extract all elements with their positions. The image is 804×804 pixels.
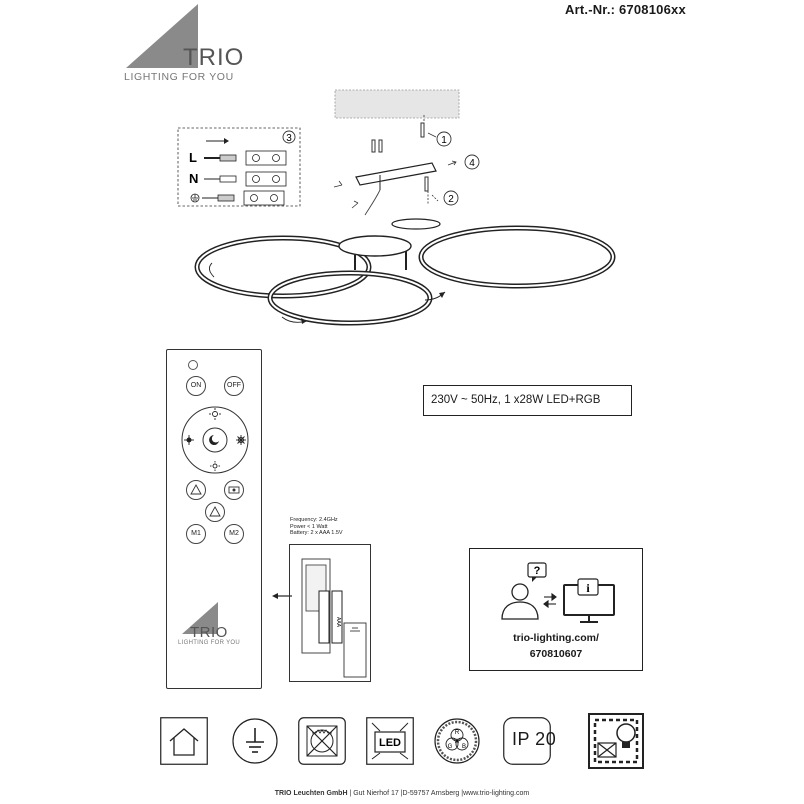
support-url[interactable]: trio-lighting.com/: [513, 632, 599, 644]
battery-specs: [290, 517, 343, 537]
web-info-text: [469, 630, 643, 662]
mounting-bracket: [356, 163, 436, 185]
article-number: Art.-Nr.: 6708106xx: [565, 2, 686, 17]
support-code: 670810607: [529, 648, 583, 660]
frequency-text: Frequency: 2.4GHz: [290, 517, 338, 523]
indoor-use-icon: [160, 717, 208, 765]
rgb-letter-r: R: [454, 730, 460, 736]
step-4-label: 4: [469, 158, 475, 169]
cool-light-icon: [236, 435, 246, 445]
logo-brand: TRIO: [183, 44, 245, 71]
power-text: Power < 1 Watt: [290, 523, 328, 530]
ring-lamp: [197, 219, 613, 323]
question-bubble-icon: [528, 563, 546, 582]
support-illustration: [494, 559, 624, 625]
led-symbol-icon: [366, 717, 414, 765]
ip-rating-label: IP 20: [512, 729, 557, 749]
remote-color-cycle-button[interactable]: [186, 480, 206, 500]
remote-off-button[interactable]: OFF: [224, 376, 244, 396]
protection-class-earth-icon: [231, 717, 279, 765]
rgb-letter-b: B: [461, 744, 467, 750]
specs-box: 230V ~ 50Hz, 1 x28W LED+RGB: [423, 385, 632, 416]
battery-compartment-box: [289, 544, 371, 682]
battery-text: Battery: 2 x AAA 1.5V: [290, 530, 343, 536]
exchange-arrows-icon: [544, 594, 556, 607]
triangle-icon: [206, 503, 224, 521]
rgb-letter-g: G: [447, 744, 453, 750]
svg-text:?: ?: [533, 565, 541, 577]
not-for-insulation-cover-icon: [298, 717, 346, 765]
footer-address: | Gut Nierhof 17 |D-59757 Arnsberg |www.trio-lighting.com: [347, 790, 530, 797]
svg-text:i: i: [586, 581, 590, 595]
led-symbol-label: LED: [379, 737, 401, 749]
step-2-label: 2: [448, 194, 454, 205]
aaa-label: AAA: [335, 617, 341, 628]
no-dimmer-bulb-icon: [588, 713, 644, 769]
battery-drawing: [290, 545, 372, 683]
user-icon: [502, 584, 538, 619]
remote-logo-brand: TRIO: [190, 624, 228, 641]
remote-m1-button[interactable]: M1: [186, 524, 206, 544]
live-label: L: [189, 150, 197, 165]
rgb-letter-w: W: [454, 739, 460, 745]
remote-on-button[interactable]: ON: [186, 376, 206, 396]
remote-control-wheel[interactable]: [180, 405, 250, 475]
step-1-label: 1: [441, 135, 447, 146]
remote-led-indicator: [188, 360, 198, 370]
footer-company: TRIO Leuchten GmbH: [274, 790, 348, 797]
remote-m2-button[interactable]: M2: [224, 524, 244, 544]
color-lock-icon: [225, 481, 243, 499]
remote-logo-tagline: LIGHTING FOR YOU: [178, 640, 241, 646]
recycle-triangle-icon: [187, 481, 205, 499]
assembly-diagram: [170, 85, 630, 345]
logo-tagline: LIGHTING FOR YOU: [124, 71, 234, 83]
neutral-label: N: [189, 171, 199, 186]
ceiling-block: [335, 90, 459, 118]
footer: [0, 790, 804, 797]
remote-rgb-mode-button[interactable]: [205, 502, 225, 522]
rgbw-color-icon: [433, 717, 481, 765]
monitor-info-icon: [564, 579, 614, 622]
remote-color-lock-button[interactable]: [224, 480, 244, 500]
step-3-label: 3: [286, 133, 292, 144]
